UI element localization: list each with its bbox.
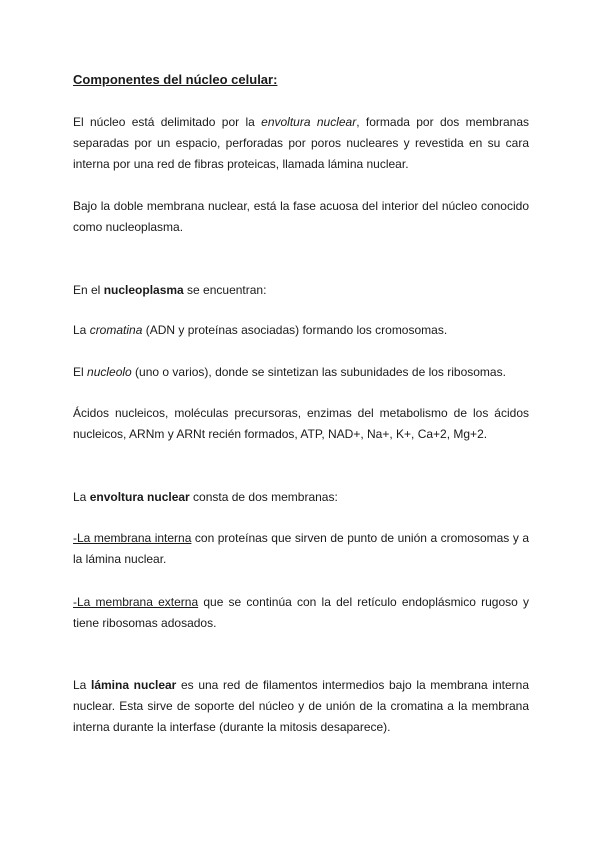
underline-membrana-externa: -La membrana externa — [73, 595, 199, 609]
paragraph-envoltura-intro — [73, 112, 529, 175]
document-title: Componentes del núcleo celular: — [73, 72, 278, 87]
paragraph-text: En el — [73, 283, 104, 297]
paragraph-text: se encuentran: — [183, 283, 267, 297]
paragraph-text: El — [73, 365, 88, 379]
paragraph-nucleoplasma-heading — [73, 280, 529, 301]
paragraph-acidos-nucleicos: Ácidos nucleicos, moléculas precursoras, enzimas del metabolismo de los ácidos nucleicos, ARNm y ARNt recién formados, ATP, NAD+, Na+, K+, Ca+2, Mg+2. — [73, 406, 529, 441]
paragraph-nucleolo — [73, 362, 529, 383]
paragraph-membrana-externa — [73, 592, 529, 634]
paragraph-text: (uno o varios), donde se sintetizan las subunidades de los ribosomas. — [131, 365, 506, 379]
paragraph-cromatina — [73, 320, 529, 341]
paragraph-text: La — [73, 323, 90, 337]
paragraph-nucleoplasma-intro: Bajo la doble membrana nuclear, está la fase acuosa del interior del núcleo conocido como nucleoplasma. — [73, 199, 529, 234]
paragraph-text: La — [73, 678, 91, 692]
bold-envoltura-nuclear: envoltura nuclear — [89, 490, 190, 504]
paragraph-text: La — [73, 490, 90, 504]
emphasis-envoltura-nuclear: envoltura nuclear — [261, 115, 357, 129]
paragraph-text: con proteínas que sirven de punto de unión a cromosomas y a la lámina nuclear. — [73, 531, 529, 566]
paragraph-envoltura-heading — [73, 487, 529, 508]
emphasis-cromatina: cromatina — [89, 323, 143, 337]
underline-membrana-interna: -La membrana interna — [73, 531, 192, 545]
emphasis-nucleolo: nucleolo — [87, 365, 132, 379]
paragraph-text: que se continúa con la del retículo endoplásmico rugoso y tiene ribosomas adosados. — [73, 595, 529, 630]
bold-nucleoplasma: nucleoplasma — [103, 283, 184, 297]
paragraph-membrana-interna — [73, 528, 529, 570]
bold-lamina-nuclear: lámina nuclear — [91, 678, 177, 692]
paragraph-text: consta de dos membranas: — [189, 490, 338, 504]
paragraph-text: (ADN y proteínas asociadas) formando los cromosomas. — [142, 323, 448, 337]
paragraph-lamina-nuclear — [73, 675, 529, 738]
paragraph-text: , formada por dos membranas separadas por un espacio, perforadas por poros nucleares y revestida en su cara interna por una red de fibras proteicas, llamada lámina nuclear. — [73, 115, 529, 171]
paragraph-text: El núcleo está delimitado por la — [73, 115, 262, 129]
paragraph-text: es una red de filamentos intermedios bajo la membrana interna nuclear. Esta sirve de soporte del núcleo y de unión de la cromatina a la membrana interna durante la interfase (durante la mitosis desaparece). — [73, 678, 529, 734]
